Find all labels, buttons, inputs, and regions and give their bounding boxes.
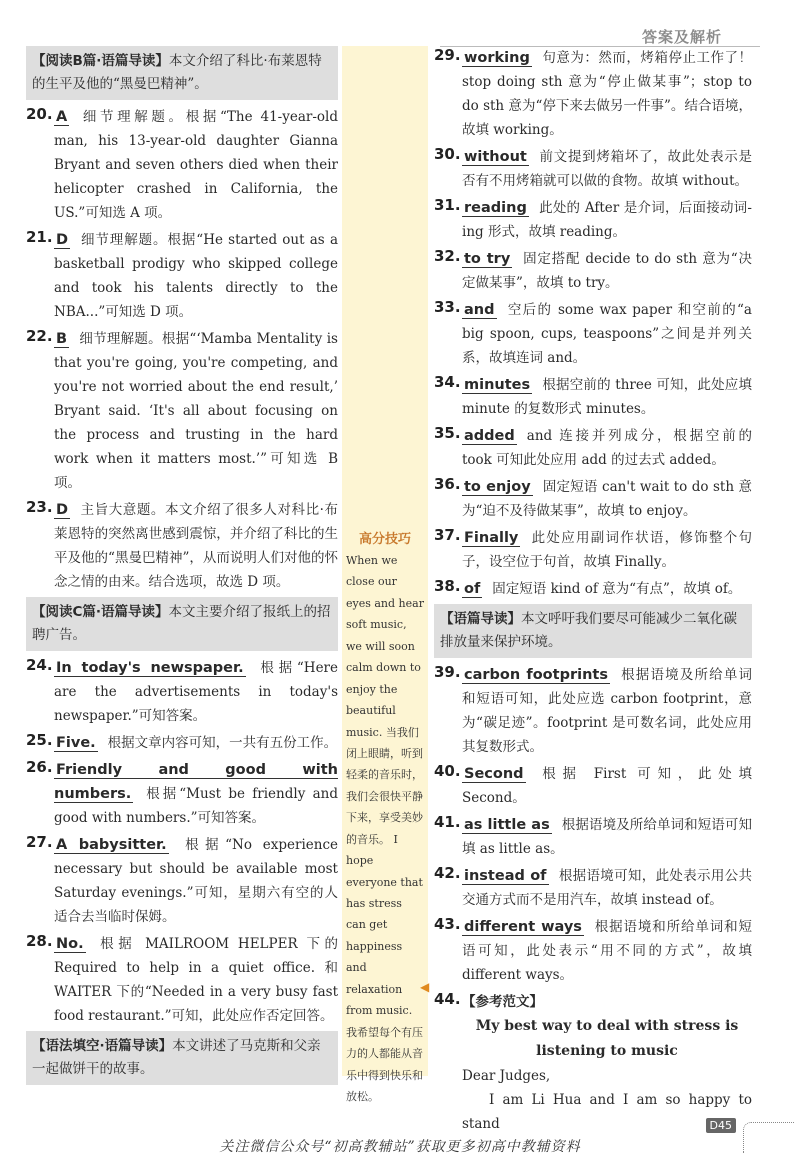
answer-text: working [464, 50, 530, 66]
arrow-icon: ◀ [420, 980, 430, 994]
answer-text: different ways [464, 919, 582, 936]
explanation-text: 根据语境和所给单词和短语可知，此处表示“用不同的方式”，故填 different ways。 [462, 919, 752, 984]
answer-text: A babysitter. [56, 837, 167, 854]
question-number: 29. [434, 46, 461, 64]
answer-item [26, 105, 338, 225]
essay-item [434, 990, 752, 1136]
essay-label: 【参考范文】 [462, 994, 543, 1011]
answer-text: and [464, 302, 495, 319]
answer-item [434, 475, 752, 523]
answer-item [434, 577, 752, 601]
question-number: 33. [434, 298, 461, 317]
section-banner [26, 1031, 338, 1085]
answer-text: In today's newspaper. [56, 660, 244, 677]
question-number: 32. [434, 247, 461, 266]
answer-item [434, 46, 752, 142]
explanation-text: 此处应用副词作状语，修饰整个句子，设空位于句首，故填 Finally。 [462, 530, 752, 571]
answer-item [434, 864, 752, 912]
explanation-text: 根据语境及所给单词和短语可知填 as little as。 [462, 817, 752, 858]
explanation-text: 根据文章内容可知，一共有五份工作。 [107, 735, 338, 752]
answer-text: carbon footprints [464, 667, 608, 684]
right-column [434, 46, 752, 1139]
explanation-text: 根据空前的 three 可知，此处应填 minute 的复数形式 minutes。 [462, 377, 752, 418]
question-number: 42. [434, 864, 461, 883]
question-number: 41. [434, 813, 461, 832]
answer-item [434, 915, 752, 987]
section-banner [26, 597, 338, 651]
question-number: 34. [434, 373, 461, 392]
banner-label: 【语法填空·语篇导读】 [32, 1038, 173, 1055]
answer-text: Finally [464, 530, 519, 547]
answer-item [434, 373, 752, 421]
answer-item [434, 526, 752, 574]
explanation-text: 主旨大意题。本文介绍了很多人对科比·布莱恩特的突然离世感到震惊，并介绍了科比的生平及他的“黑曼巴精神”，从而说明人们对他的怀念之情的由来。结合选项，故选 D 项。 [54, 502, 338, 591]
banner-label: 【语篇导读】 [440, 611, 521, 628]
question-number: 39. [434, 663, 461, 682]
answer-item [434, 762, 752, 810]
question-number: 26. [26, 758, 53, 777]
explanation-text: 此处的 After 是介词，后面接动词-ing 形式，故填 reading。 [462, 200, 752, 241]
banner-label: 【阅读B篇·语篇导读】 [32, 53, 169, 69]
answer-item [434, 298, 752, 370]
question-number: 37. [434, 526, 461, 545]
section-banner [26, 46, 338, 100]
banner-text: 本文介绍了科比·布莱恩特的生平及他的“黑曼巴精神”。 [32, 53, 322, 92]
explanation-text: 细节理解题。根据“‘Mamba Mentality is that you're going, you're competing, and you're not worried about the end result,’ Bryant said. ‘It's all about focusing on the process and trusting in the hard work when it matters most.’”可知选 B 项。 [54, 331, 338, 492]
explanation-text: 根据“Here are the advertisements in today's newspaper.”可知答案。 [54, 660, 339, 725]
question-number: 22. [26, 327, 53, 346]
question-number: 31. [434, 196, 461, 215]
explanation-text: 细节理解题。根据“He started out as a basketball prodigy who skipped college and took his talents directly to the NBA...”可知选 D 项。 [54, 231, 338, 320]
answer-text: B [56, 331, 68, 348]
answer-item [26, 498, 338, 594]
question-number: 21. [26, 227, 53, 246]
question-number: 25. [26, 731, 53, 750]
explanation-text: 固定短语 kind of 意为“有点”，故填 of。 [492, 581, 742, 598]
question-number: 23. [26, 498, 53, 517]
answer-text: to try [464, 251, 511, 268]
answer-item [26, 327, 338, 495]
answer-text: D [56, 231, 69, 248]
explanation-text: 固定短语 can't wait to do sth 意为“迫不及待做某事”，故填 to enjoy。 [462, 479, 753, 520]
question-number: 36. [434, 475, 461, 494]
answer-text: Five. [56, 735, 96, 752]
answer-item [26, 932, 338, 1028]
explanation-text: 根据语境可知，此处表示用公共交通方式而不是用汽车，故填 instead of。 [462, 868, 753, 909]
answer-item [434, 424, 752, 472]
answer-item [434, 145, 752, 193]
answer-text: D [56, 502, 69, 519]
explanation-text: 空后的 some wax paper 和空前的“a big spoon, cups, teaspoons”之间是并列关系，故填连词 and。 [462, 302, 752, 367]
banner-text: 本文呼吁我们要尽可能减少二氧化碳排放量来保护环境。 [440, 611, 737, 651]
page-number: D45 [706, 1118, 736, 1133]
explanation-text: 句意为：然而，烤箱停止工作了！stop doing sth 意为“停止做某事”；stop to do sth 意为“停下来去做另一件事”。结合语境，故填 working。 [462, 50, 752, 139]
explanation-text: 根据“No experience necessary but should be available most Saturday evenings.”可知，星期六有空的人适合去当临时保姆。 [54, 837, 339, 926]
answer-item [26, 833, 338, 929]
explanation-text: 根据“Must be friendly and good with numbers.”可知答案。 [54, 786, 338, 827]
answer-text: of [464, 581, 481, 598]
explanation-text: 根据 First 可知，此处填 Second。 [462, 766, 752, 807]
essay-title: My best way to deal with stress is listening to music [475, 1018, 739, 1060]
question-number: 35. [434, 424, 461, 443]
footer-note: 关注微信公众号“初高教辅站”获取更多初高中教辅资料 [219, 1139, 581, 1155]
section-header: 答案及解析 [642, 28, 723, 46]
answer-item [434, 247, 752, 295]
answer-text: reading [464, 200, 527, 217]
question-number: 28. [26, 932, 53, 951]
answer-item [26, 758, 338, 830]
answer-text: instead of [464, 868, 547, 885]
explanation-text: 根据 MAILROOM HELPER 下的 Required to help in a quiet office. 和 WAITER 下的“Needed in a very busy fast food restaurant.”可知，此处应作否定回答。 [54, 936, 338, 1025]
question-number: 27. [26, 833, 53, 852]
question-number: 38. [434, 577, 461, 596]
question-number: 30. [434, 145, 461, 164]
answer-text: as little as [464, 817, 550, 834]
explanation-text: 根据语境及所给单词和短语可知，此处应选 carbon footprint，意为“碳足迹”。footprint 是可数名词，此处应用其复数形式。 [462, 667, 753, 756]
answer-item [434, 663, 752, 759]
essay-body: I am Li Hua and I am so happy to stand [462, 1092, 752, 1133]
left-column [26, 46, 338, 1090]
answer-text: Second [464, 766, 524, 783]
question-number: 40. [434, 762, 461, 781]
question-number: 44. [434, 990, 461, 1009]
answer-text: No. [56, 936, 84, 953]
banner-text: 本文主要介绍了报纸上的招聘广告。 [32, 604, 331, 644]
answer-item [434, 196, 752, 244]
answer-item [434, 813, 752, 861]
essay-greeting: Dear Judges, [462, 1068, 551, 1085]
answer-text: added [464, 428, 515, 445]
banner-label: 【阅读C篇·语篇导读】 [32, 604, 169, 621]
answer-text: to enjoy [464, 479, 531, 496]
explanation-text: 固定搭配 decide to do sth 意为“决定做某事”，故填 to try。 [462, 251, 752, 292]
answer-text: A [56, 108, 68, 125]
explanation-text: 前文提到烤箱坏了，故此处表示是否有不用烤箱就可以做的食物。故填 without。 [462, 149, 752, 190]
banner-text: 本文讲述了马克斯和父亲一起做饼干的故事。 [32, 1038, 321, 1078]
answer-text: Friendly and good with numbers. [54, 762, 338, 803]
question-number: 43. [434, 915, 461, 934]
answer-item [26, 228, 338, 324]
explanation-text: and 连接并列成分，根据空前的 took 可知此处应用 add 的过去式 added。 [462, 428, 752, 469]
tips-text: When we close our eyes and hear soft music, we will soon calm down to enjoy the beautiful music. 当我们闭上眼睛，听到轻柔的音乐时，我们会很快平静下来，享受美妙的音乐。 I hope everyone that has stress can get happiness and relaxation from music. 我希望每个有压力的人都能从音乐中得到快乐和放松。 [346, 554, 424, 1103]
section-banner [434, 604, 752, 658]
answer-item [26, 731, 338, 755]
question-number: 24. [26, 656, 53, 675]
explanation-text: 细节理解题。根据“The 41-year-old man, his 13-year-old daughter Gianna Bryant and seven others died when their helicopter crashed in California, the US.”可知选 A 项。 [54, 108, 338, 221]
question-number: 20. [26, 104, 53, 123]
answer-text: minutes [464, 377, 531, 394]
answer-item [26, 656, 338, 728]
answer-text: without [464, 149, 527, 166]
tips-title: 高分技巧 [358, 532, 411, 547]
